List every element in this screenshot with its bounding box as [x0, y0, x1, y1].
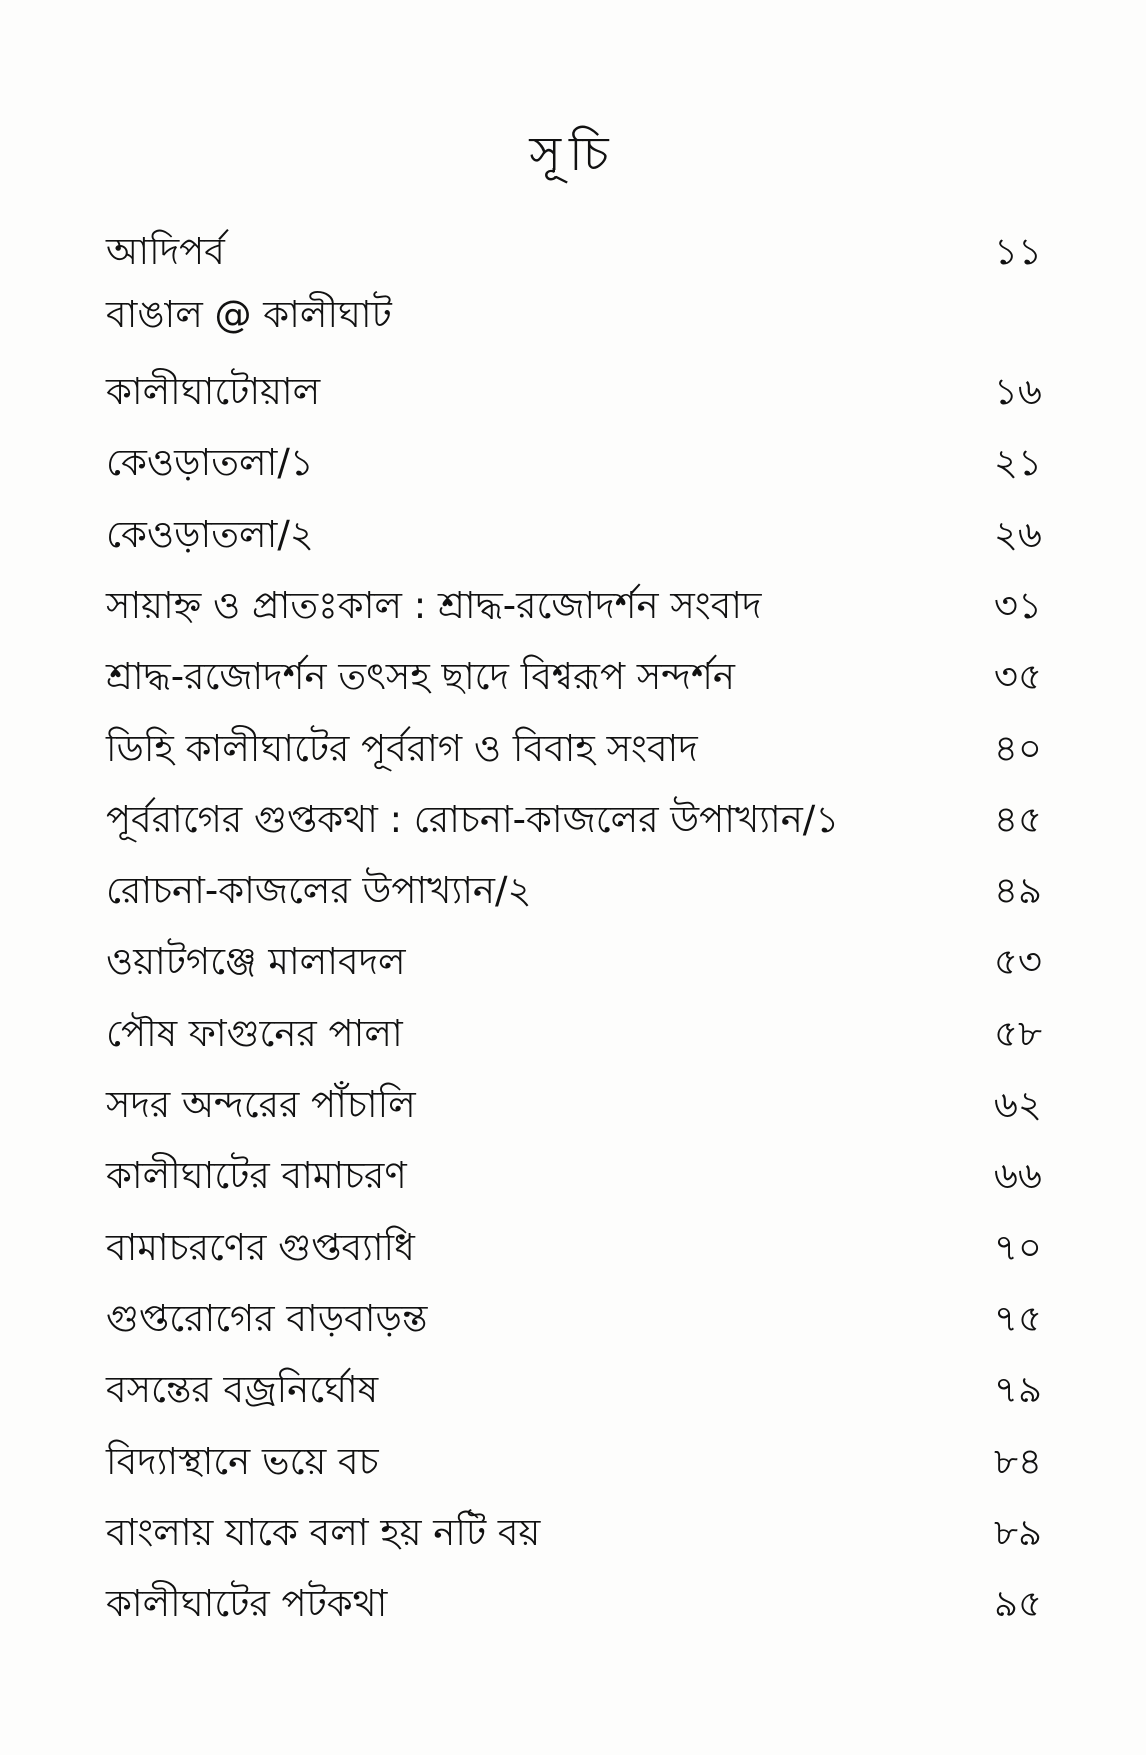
entry-title: পৌষ ফাগুনের পালা — [106, 1011, 403, 1055]
entry-page-number: ৪০ — [993, 726, 1042, 770]
toc-entry — [106, 1223, 1042, 1273]
toc-entry — [106, 438, 1042, 488]
entry-page-number: ১৬ — [993, 370, 1042, 413]
entry-page-number: ৬৬ — [993, 1154, 1042, 1198]
entry-page-number: ৯৫ — [993, 1582, 1042, 1626]
entry-page-number: ৩৫ — [993, 655, 1042, 699]
toc-entry — [106, 367, 1042, 417]
toc-entry — [106, 866, 1042, 916]
entry-page-number: ৭৯ — [993, 1368, 1042, 1412]
entry-page-number: ৫৩ — [993, 940, 1042, 984]
entry-title: কেওড়াতলা/১ — [106, 441, 314, 485]
entry-title: কেওড়াতলা/২ — [106, 512, 314, 556]
entry-page-number: ৩১ — [993, 583, 1042, 627]
entry-title: পূর্বরাগের গুপ্তকথা : রোচনা-কাজলের উপাখ্যান/১ — [106, 797, 840, 841]
entry-page-number: ৪৫ — [993, 797, 1042, 841]
entry-page-number: ৮৯ — [993, 1510, 1042, 1554]
toc-entry — [106, 1437, 1042, 1487]
toc-entry — [106, 1151, 1042, 1201]
toc-entry — [106, 1294, 1042, 1344]
entry-title: কালীঘাটের বামাচরণ — [106, 1154, 407, 1198]
toc-entry — [106, 227, 1042, 277]
entry-title: ডিহি কালীঘাটের পূর্বরাগ ও বিবাহ সংবাদ — [106, 726, 698, 770]
entry-page-number: ৭০ — [993, 1225, 1042, 1269]
entry-page-number: ৮৪ — [993, 1439, 1042, 1483]
page-title: সূচি — [529, 126, 617, 182]
toc-entry — [106, 1080, 1042, 1130]
entry-page-number: ৫৮ — [993, 1011, 1042, 1055]
entry-title: বামাচরণের গুপ্তব্যাধি — [106, 1225, 415, 1269]
entry-title: ওয়াটগঞ্জে মালাবদল — [106, 940, 406, 984]
entry-page-number: ৪৯ — [993, 869, 1042, 913]
entry-page-number: ৭৫ — [993, 1296, 1042, 1340]
toc-entry — [106, 510, 1042, 560]
section-subtitle: বাঙাল @ কালীঘাট — [106, 293, 392, 336]
toc-entry — [106, 795, 1042, 845]
entry-title: কালীঘাটের পটকথা — [106, 1582, 388, 1626]
entry-title: রোচনা-কাজলের উপাখ্যান/২ — [106, 869, 532, 913]
entry-page-number: ৬২ — [993, 1083, 1042, 1126]
entry-title: কালীঘাটোয়াল — [106, 370, 321, 413]
entry-title: গুপ্তরোগের বাড়বাড়ন্ত — [106, 1296, 428, 1340]
toc-entry — [106, 1365, 1042, 1415]
toc-entry — [106, 1579, 1042, 1629]
toc-entry — [106, 581, 1042, 631]
entry-page-number: ২১ — [993, 441, 1042, 485]
toc-entry — [106, 724, 1042, 774]
entry-page-number: ২৬ — [993, 512, 1042, 556]
toc-entry — [106, 937, 1042, 987]
entry-page-number: ১১ — [993, 230, 1042, 273]
toc-entry — [106, 1009, 1042, 1059]
entry-title: সায়াহ্ন ও প্রাতঃকাল : শ্রাদ্ধ-রজোদর্শন সংবাদ — [106, 583, 762, 627]
entry-title: সদর অন্দরের পাঁচালি — [106, 1083, 416, 1126]
entry-title: বসন্তের বজ্রনির্ঘোষ — [106, 1368, 379, 1412]
entry-title: বাংলায় যাকে বলা হয় নটি বয় — [106, 1510, 541, 1554]
toc-entry — [106, 1508, 1042, 1558]
toc-entry — [106, 652, 1042, 702]
entry-title: আদিপর্ব — [106, 230, 225, 273]
entry-title: শ্রাদ্ধ-রজোদর্শন তৎসহ ছাদে বিশ্বরূপ সন্দর্শন — [106, 655, 735, 699]
entry-title: বিদ্যাস্থানে ভয়ে বচ — [106, 1439, 379, 1483]
